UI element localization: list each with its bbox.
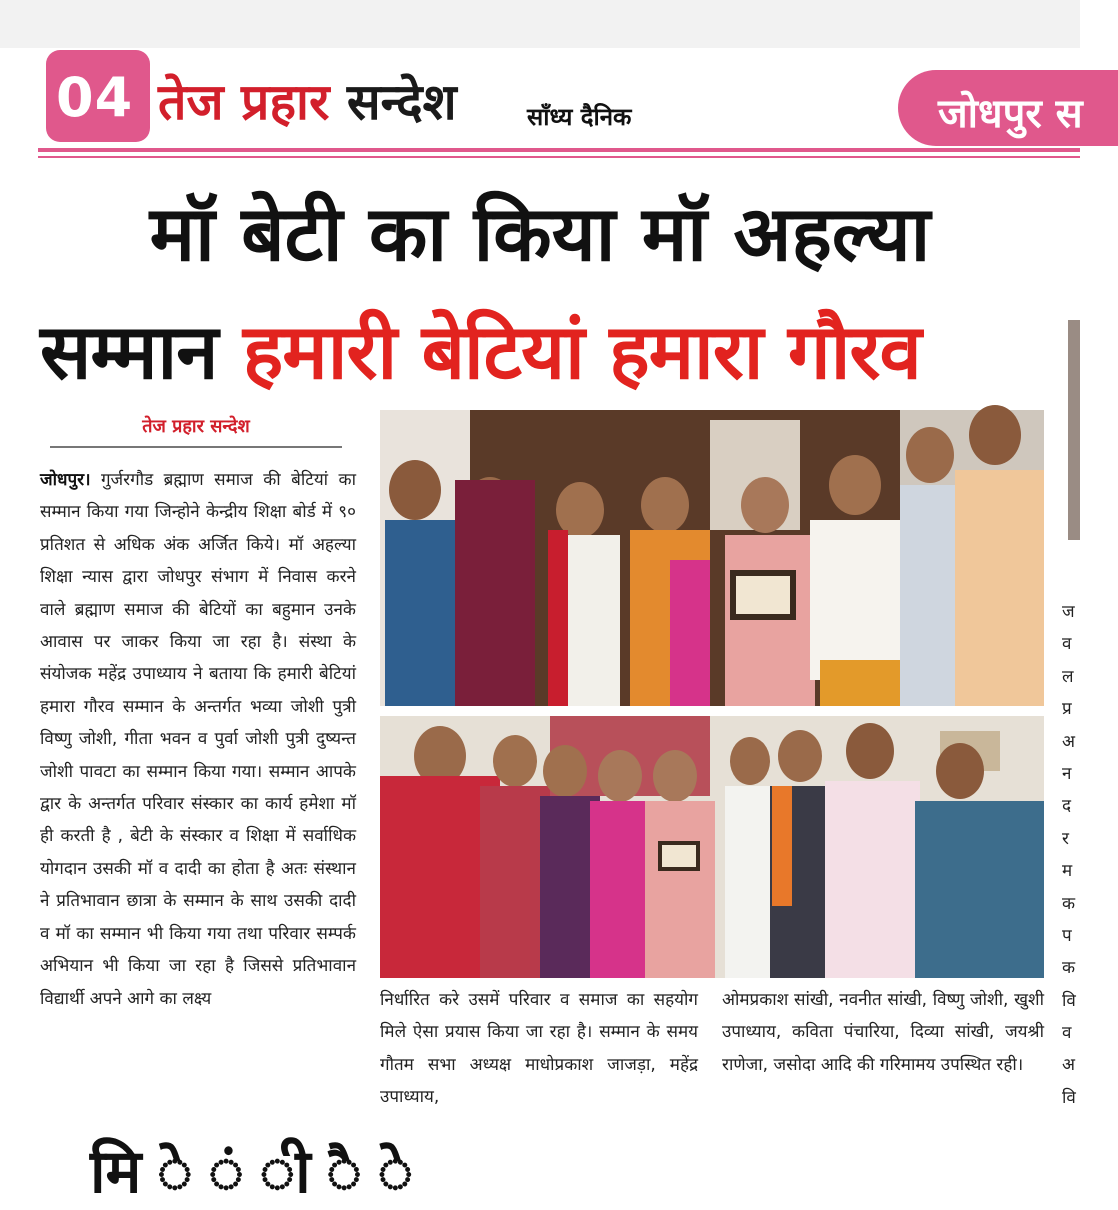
fragment: न — [1062, 763, 1072, 784]
fragment: क — [1062, 958, 1076, 979]
headline-line2 — [40, 298, 921, 401]
article-column-1-text: गुर्जरगौड ब्रह्माण समाज की बेटियां का सम्मान किया गया जिन्होने केन्द्रीय शिक्षा बोर्ड में ९० प्रतिशत से अधिक अंक अर्जित किये। मॉ अहल्या शिक्षा न्यास द्वारा जोधपुर संभाग में निवास करने वाले ब्रह्माण समाज की बेटियों का बहुमान उनके आवास पर जाकर किया जा रहा है। संस्था के संयोजक महेंद्र उपाध्याय ने बताया कि हमारी बेटियां हमारा गौरव सम्मान के अन्तर्गत भव्या जोशी पुत्री विष्णु जोशी, गीता भवन व पुर्वा जोशी पुत्री दुष्यन्त जोशी पावटा का सम्मान किया गया। सम्मान आपके द्वार के अन्तर्गत परिवार संस्कार का कार्य हमेशा मॉ ही करती है , बेटी के संस्कार व शिक्षा में सर्वाधिक योगदान उसकी मॉ व दादी का होता है अतः संस्थान ने प्रतिभावान छात्रा के सम्मान के साथ उसकी दादी व मॉ का सम्मान भी किया गया तथा परिवार सम्पर्क अभियान भी किया जा रहा है जिससे प्रतिभावान विद्यार्थी अपने आगे का लक्ष्य — [40, 470, 356, 1009]
city-band — [898, 70, 1118, 146]
masthead-part2: सन्देश — [346, 73, 457, 131]
adjacent-article-fragments — [1062, 596, 1080, 1114]
fragment: व — [1062, 1023, 1072, 1044]
headline-line2-red: हमारी बेटियां हमारा गौरव — [242, 307, 921, 396]
top-margin — [0, 0, 1080, 48]
fragment: र — [1062, 828, 1069, 849]
dateline: जोधपुर। — [40, 470, 91, 490]
fragment: वि — [1062, 990, 1076, 1011]
newspaper-masthead — [158, 66, 457, 134]
adjacent-photo-edge — [1068, 320, 1080, 540]
next-headline-text: मि े ं ी ै े — [90, 1137, 414, 1207]
group-photo-1 — [380, 410, 1044, 706]
fragment: अ — [1062, 1055, 1075, 1076]
fragment: ज — [1062, 602, 1075, 622]
byline-rule — [50, 446, 342, 448]
byline: तेज प्रहार सन्देश — [142, 416, 250, 437]
page-number: 04 — [56, 66, 134, 129]
fragment: व — [1062, 634, 1072, 655]
fragment: द — [1062, 796, 1072, 817]
fragment: प — [1062, 925, 1072, 946]
header-rule — [38, 148, 1080, 152]
article-column-3: ओमप्रकाश सांखी, नवनीत सांखी, विष्णु जोशी, खुशी उपाध्याय, कविता पंचारिया, दिव्या सांखी, जयश्री राणेजा, जसोदा आदि की गरिमामय उपस्थित रही। — [722, 990, 1044, 1075]
edition-label: साँध्य दैनिक — [527, 103, 632, 131]
next-headline-fragment — [80, 1128, 1040, 1207]
header-rule-thin — [38, 156, 1080, 158]
fragment: अ — [1062, 731, 1075, 752]
article-column-1 — [40, 464, 356, 1015]
fragment: ल — [1062, 666, 1074, 687]
headline-line2-black: सम्मान — [40, 307, 218, 396]
fragment: क — [1062, 893, 1076, 914]
fragment: प्र — [1062, 699, 1072, 720]
fragment: वि — [1062, 1087, 1076, 1108]
city-band-label: जोधपुर स — [938, 91, 1083, 137]
group-photo-2 — [380, 716, 1044, 978]
fragment: म — [1062, 861, 1073, 882]
article-column-2: निर्धारित करे उसमें परिवार व समाज का सहयोग मिले ऐसा प्रयास किया जा रहा है। सम्मान के समय गौतम सभा अध्यक्ष माधोप्रकाश जाजड़ा, महेंद्र उपाध्याय, — [380, 990, 698, 1108]
headline-line1: मॉ बेटी का किया मॉ अहल्या — [149, 189, 931, 278]
page-number-badge — [46, 50, 150, 142]
masthead-part1: तेज प्रहार — [158, 73, 330, 131]
